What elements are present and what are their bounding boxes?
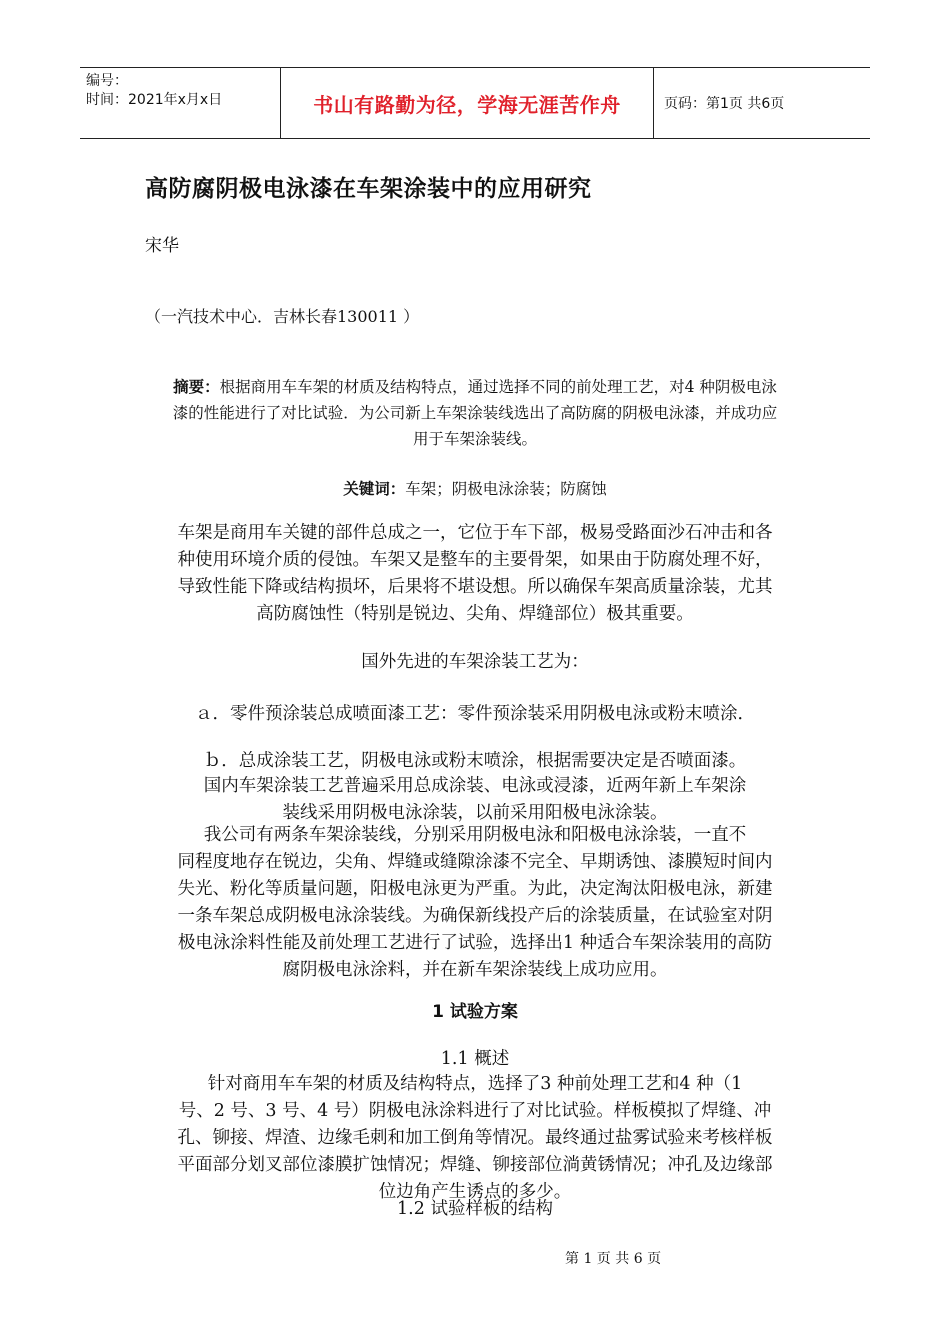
abstract-line: 用于车架涂装线。 (412, 430, 537, 448)
keywords (145, 477, 805, 502)
article-author: 宋华 (145, 236, 179, 256)
keywords-label: 关键词： (343, 480, 406, 498)
keywords-value: 车架；阴极电泳涂装；防腐蚀 (405, 480, 607, 498)
header-motto: 书山有路勤为径，学海无涯苦作舟 (313, 92, 621, 117)
intro-line: 导致性能下降或结构损坏，后果将不堪设想。所以确保车架高质量涂装，尤其 (177, 577, 773, 597)
header-meta-cell (80, 68, 280, 138)
subsection-heading: 1.1 概述 (440, 1049, 510, 1069)
company-line: 我公司有两条车架涂装线，分别采用阴极电泳和阳极电泳涂装，一直不 (203, 825, 747, 845)
subsection-heading: 1.2 试验样板的结构 (397, 1199, 553, 1219)
company-line: 失光、粉化等质量问题，阳极电泳更为严重。为此，决定淘汰阳极电泳，新建 (177, 879, 773, 899)
abstract (145, 374, 805, 452)
header-motto-cell (280, 68, 654, 138)
process-item-b: ｂ．总成涂装工艺，阴极电泳或粉末喷涂，根据需要决定是否喷面漆。 (203, 751, 747, 771)
foreign-process-heading: 国外先进的车架涂装工艺为： (361, 652, 589, 672)
intro-line: 种使用环境介质的侵蚀。车架又是整车的主要骨架，如果由于防腐处理不好， (177, 550, 773, 570)
overview-line: 平面部分划叉部位漆膜扩蚀情况；焊缝、铆接部位淌黄锈情况；冲孔及边缘部 (177, 1155, 773, 1175)
company-line: 一条车架总成阴极电泳涂装线。为确保新线投产后的涂装质量，在试验室对阴 (177, 906, 773, 926)
header-page-info: 页码：第1页 共6页 (664, 96, 785, 112)
company-paragraph (145, 822, 805, 984)
overview-line: 位边角产生诱点的多少。 (378, 1182, 572, 1202)
article-title: 高防腐阴极电泳漆在车架涂装中的应用研究 (145, 176, 592, 202)
document-time-label: 时间：2021年x月x日 (86, 92, 223, 108)
abstract-line: 漆的性能进行了对比试验．为公司新上车架涂装线选出了高防腐的阴极电泳漆，并成功应 (172, 404, 778, 422)
overview-line: 号、2 号、3 号、4 号）阴极电泳涂料进行了对比试验。样板模拟了焊缝、冲 (178, 1101, 772, 1121)
company-line: 腐阴极电泳涂料，并在新车架涂装线上成功应用。 (282, 960, 668, 980)
overview-line: 孔、铆接、焊渣、边缘毛刺和加工倒角等情况。最终通过盐雾试验来考核样板 (177, 1128, 773, 1148)
header-page-cell (654, 68, 870, 138)
intro-line: 高防腐蚀性（特别是锐边、尖角、焊缝部位）极其重要。 (256, 604, 694, 624)
intro-line: 车架是商用车关键的部件总成之一，它位于车下部，极易受路面沙石冲击和各 (177, 523, 773, 543)
intro-paragraph (145, 520, 805, 628)
section-heading: 1 试验方案 (432, 1002, 518, 1022)
overview-paragraph (145, 1071, 805, 1206)
page-header (80, 67, 870, 139)
process-item-a: ａ．零件预涂装总成喷面漆工艺：零件预涂装采用阴极电泳或粉末喷涂． (195, 704, 755, 724)
article-affiliation: （一汽技术中心．吉林长春130011 ） (145, 307, 420, 326)
domestic-line: 装线采用阴极电泳涂装，以前采用阳极电泳涂装。 (282, 803, 668, 823)
overview-line: 针对商用车车架的材质及结构特点，选择了3 种前处理工艺和4 种（1 (207, 1074, 743, 1094)
abstract-label: 摘要： (173, 378, 220, 396)
company-line: 极电泳涂料性能及前处理工艺进行了试验，选择出1 种适合车架涂装用的高防 (177, 933, 773, 953)
domestic-paragraph (145, 773, 805, 827)
abstract-line: 根据商用车车架的材质及结构特点，通过选择不同的前处理工艺，对4 种阴极电泳 (219, 378, 777, 396)
domestic-line: 国内车架涂装工艺普遍采用总成涂装、电泳或浸漆，近两年新上车架涂 (203, 776, 747, 796)
page-footer: 第 1 页 共 6 页 (565, 1251, 662, 1267)
company-line: 同程度地存在锐边，尖角、焊缝或缝隙涂漆不完全、早期诱蚀、漆膜短时间内 (177, 852, 773, 872)
document-number-label: 编号： (86, 73, 128, 89)
